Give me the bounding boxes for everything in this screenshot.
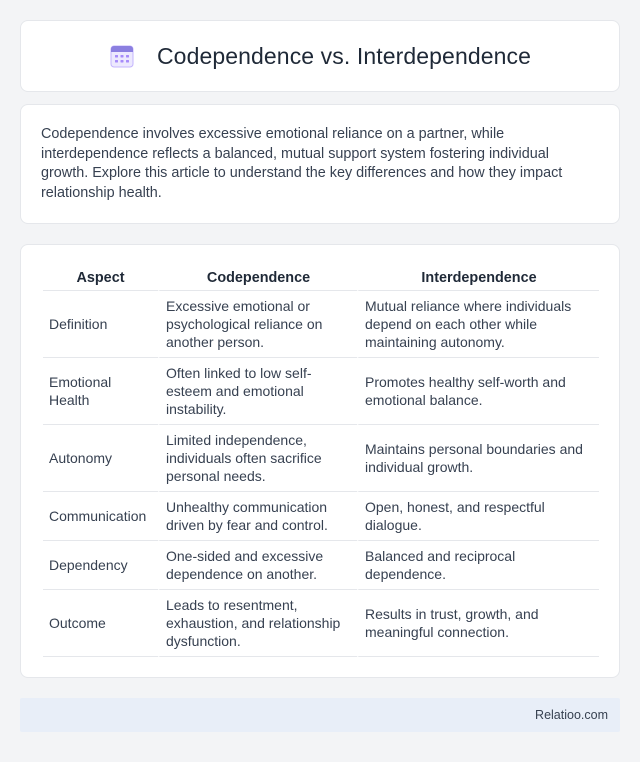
table-row <box>43 291 599 358</box>
codependence-cell: Often linked to low self-esteem and emotional instability. <box>158 358 357 425</box>
header-interdependence: Interdependence <box>357 265 599 291</box>
aspect-cell: Emotional Health <box>43 358 158 425</box>
aspect-cell: Communication <box>43 492 158 541</box>
page-title: Codependence vs. Interdependence <box>156 42 532 69</box>
calendar-icon <box>109 43 135 69</box>
interdependence-cell: Open, honest, and respectful dialogue. <box>357 492 599 541</box>
header-codependence: Codependence <box>158 265 357 291</box>
codependence-cell: Limited independence, individuals often sacrifice personal needs. <box>158 425 357 492</box>
codependence-cell: Leads to resentment, exhaustion, and relationship dysfunction. <box>158 590 357 657</box>
comparison-table-card <box>20 244 620 678</box>
footer-brand[interactable]: Relatioo.com <box>535 708 608 722</box>
aspect-cell: Dependency <box>43 541 158 590</box>
aspect-cell: Definition <box>43 291 158 358</box>
header-aspect: Aspect <box>43 265 158 291</box>
intro-card <box>20 104 620 224</box>
codependence-cell: Unhealthy communication driven by fear and control. <box>158 492 357 541</box>
interdependence-cell: Promotes healthy self-worth and emotional balance. <box>357 358 599 425</box>
table-row <box>43 590 599 657</box>
interdependence-cell: Balanced and reciprocal dependence. <box>357 541 599 590</box>
interdependence-cell: Maintains personal boundaries and individual growth. <box>357 425 599 492</box>
interdependence-cell: Mutual reliance where individuals depend on each other while maintaining autonomy. <box>357 291 599 358</box>
table-row <box>43 425 599 492</box>
codependence-cell: Excessive emotional or psychological reliance on another person. <box>158 291 357 358</box>
table-row <box>43 541 599 590</box>
intro-text: Codependence involves excessive emotional reliance on a partner, while interdependence reflects a balanced, mutual support system fostering individual growth. Explore this article to understand the key differences and how they impact relationship health. <box>41 126 563 201</box>
comparison-table <box>43 265 599 657</box>
table-header-row <box>43 265 599 291</box>
aspect-cell: Outcome <box>43 590 158 657</box>
codependence-cell: One-sided and excessive dependence on another. <box>158 541 357 590</box>
title-card <box>20 20 620 92</box>
aspect-cell: Autonomy <box>43 425 158 492</box>
table-row <box>43 492 599 541</box>
table-row <box>43 358 599 425</box>
interdependence-cell: Results in trust, growth, and meaningful connection. <box>357 590 599 657</box>
footer <box>20 698 620 732</box>
